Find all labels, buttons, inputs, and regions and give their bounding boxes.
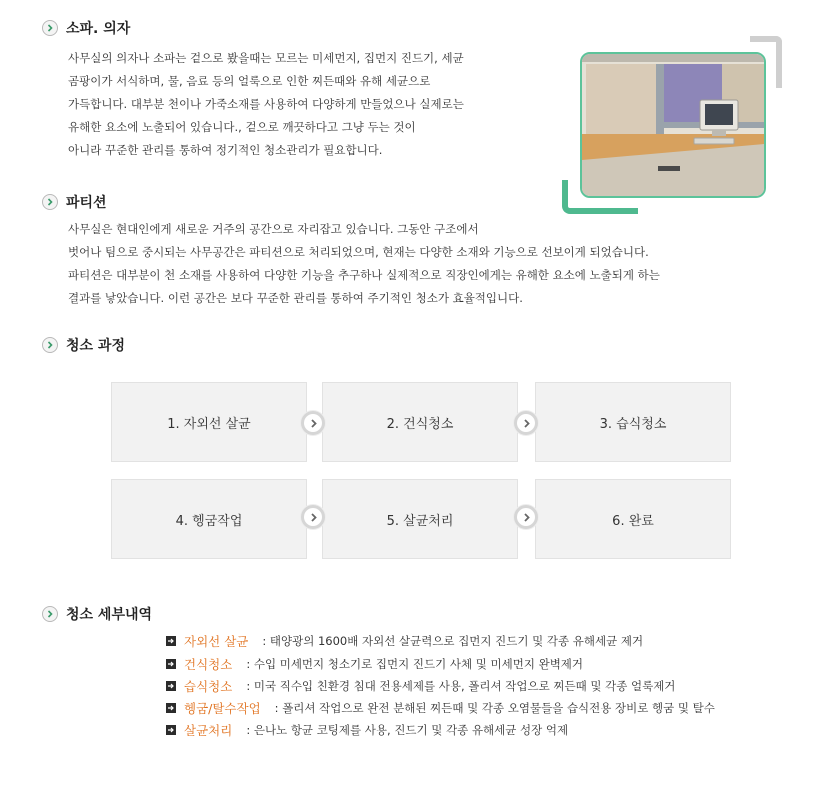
detail-name: 습식청소 xyxy=(184,679,233,694)
detail-item-dry xyxy=(166,655,583,673)
text-line: 사무실은 현대인에게 새로운 거주의 공간으로 자리잡고 있습니다. 그동안 구조에서 xyxy=(68,222,479,236)
section-title-text: 청소 과정 xyxy=(66,338,125,354)
text-line: 결과를 낳았습니다. 이런 공간은 보다 꾸준한 관리를 통하여 주기적인 청소가 효율적입니다. xyxy=(68,291,523,305)
step-label: 2. 건식청소 xyxy=(386,416,454,432)
process-step-1 xyxy=(111,382,307,462)
detail-desc: : 폴리셔 작업으로 완전 분해된 찌든때 및 각종 오염물들을 습식전용 장비로 헹굼 및 탈수 xyxy=(274,701,715,715)
section-title-text: 청소 세부내역 xyxy=(66,607,153,623)
arrow-right-icon xyxy=(166,703,176,713)
process-step-4 xyxy=(111,479,307,559)
chevron-right-icon xyxy=(514,411,538,435)
detail-name: 살균처리 xyxy=(184,723,233,738)
office-photo-frame xyxy=(562,36,784,214)
chevron-right-icon xyxy=(42,20,58,36)
section-title-text: 파티션 xyxy=(66,195,107,211)
detail-desc: : 미국 직수입 친환경 침대 전용세제를 사용, 폴리셔 작업으로 찌든때 및 각종 얼룩제거 xyxy=(246,679,676,693)
process-step-6 xyxy=(535,479,731,559)
text-line: 사무실의 의자나 소파는 겉으로 봤을때는 모르는 미세먼지, 집먼지 진드기, 세균 xyxy=(68,51,464,65)
text-line: 곰팡이가 서식하며, 물, 음료 등의 얼룩으로 인한 찌든때와 유해 세균으로 xyxy=(68,74,431,88)
detail-name: 건식청소 xyxy=(184,657,233,672)
chevron-right-icon xyxy=(514,505,538,529)
chevron-right-icon xyxy=(42,337,58,353)
text-line: 벗어나 팀으로 중시되는 사무공간은 파티션으로 처리되었으며, 현재는 다양한 소재와 기능으로 선보이게 되었습니다. xyxy=(68,245,649,259)
section-title-partition xyxy=(42,192,107,212)
partition-description xyxy=(68,218,660,310)
detail-name: 자외선 살균 xyxy=(184,634,249,649)
detail-item-sterilize xyxy=(166,721,568,739)
text-line: 가득합니다. 대부분 천이나 가죽소재를 사용하여 다양하게 만들었으나 실제로는 xyxy=(68,97,464,111)
process-step-2 xyxy=(322,382,518,462)
section-title-details xyxy=(42,604,152,624)
step-label: 3. 습식청소 xyxy=(599,416,667,432)
detail-item-rinse xyxy=(166,699,715,717)
chevron-right-icon xyxy=(301,411,325,435)
arrow-right-icon xyxy=(166,636,176,646)
arrow-right-icon xyxy=(166,659,176,669)
step-label: 4. 헹굼작업 xyxy=(175,513,243,529)
chevron-right-icon xyxy=(301,505,325,529)
process-step-3 xyxy=(535,382,731,462)
sofa-description xyxy=(68,47,464,162)
chevron-right-icon xyxy=(42,606,58,622)
chevron-right-icon xyxy=(42,194,58,210)
arrow-right-icon xyxy=(166,681,176,691)
process-step-5 xyxy=(322,479,518,559)
section-title-text: 소파. 의자 xyxy=(66,21,131,37)
arrow-right-icon xyxy=(166,725,176,735)
detail-item-wet xyxy=(166,677,675,695)
detail-desc: : 수입 미세먼지 청소기로 집먼지 진드기 사체 및 미세먼지 완벽제거 xyxy=(246,657,584,671)
detail-desc: : 은나노 항균 코팅제를 사용, 진드기 및 각종 유해세균 성장 억제 xyxy=(246,723,569,737)
detail-desc: : 태양광의 1600배 자외선 살균력으로 집먼지 진드기 및 각종 유해세균 제거 xyxy=(262,634,644,648)
text-line: 파티션은 대부분이 천 소재를 사용하여 다양한 기능을 추구하나 실제적으로 직장인에게는 유해한 요소에 노출되게 하는 xyxy=(68,268,660,282)
text-line: 아니라 꾸준한 관리를 통하여 정기적인 청소관리가 필요합니다. xyxy=(68,143,383,157)
detail-name: 헹굼/탈수작업 xyxy=(184,701,261,716)
detail-item-uv xyxy=(166,632,643,650)
office-partition-photo xyxy=(580,52,766,198)
step-label: 1. 자외선 살균 xyxy=(167,416,251,432)
step-label: 6. 완료 xyxy=(612,513,654,529)
step-label: 5. 살균처리 xyxy=(386,513,454,529)
section-title-sofa xyxy=(42,18,130,38)
section-title-process xyxy=(42,335,125,355)
text-line: 유해한 요소에 노출되어 있습니다., 겉으로 깨끗하다고 그냥 두는 것이 xyxy=(68,120,416,134)
